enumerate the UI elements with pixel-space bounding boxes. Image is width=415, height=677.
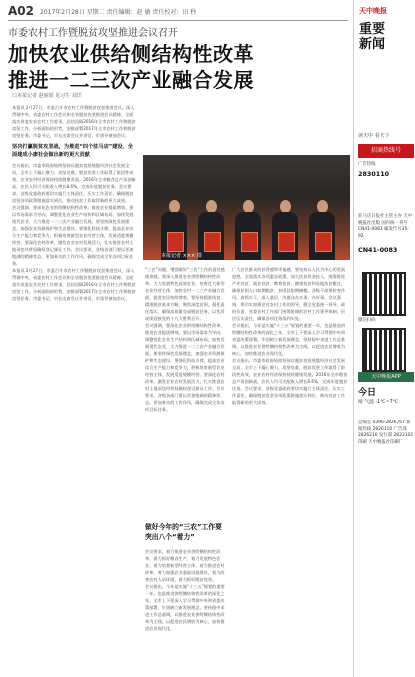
sidebar <box>353 0 415 677</box>
certificate <box>315 232 332 252</box>
weather-text: 晴 气温 -1℃~7℃ <box>358 400 399 405</box>
column-1-body: 会议强调，要深化农业供给侧结构性改革，推进农业提质增效。要以市场需求为导向，调整优化农业生产结构和区域布局，加快发展现代农业，大力推进一二三次产业融合发展。要坚持绿色发展理念，加强农业资源保护和生态建设。要强化科技支撑，提高农业综合生产能力和竞争力，积极培育新型农业经营主体，发展适度规模经营。要深化农村改革，激发农业农村发展活力，扎实推进农村土地承包经营权确权登记颁证工作。会议要求，各级各部门要以更加饱满的精神状态，更加务实的工作作风，确保完成全年各项目标任务。 <box>12 205 134 266</box>
logo-name: 天中晚报 <box>359 7 387 15</box>
certificate <box>278 232 295 252</box>
cn-number: CN41-0083 <box>358 246 398 254</box>
headline-line-1: 加快农业供给侧结构性改革 <box>8 42 254 66</box>
column-2-body: “三农”问题，增强做好“三农”工作的责任感使命感。要深入推进农业供给侧结构性改革，大力发展特色高效农业，培育壮大新型农业经营主体，加快农村一二三产业融合发展，促进农民持续增收。要坚持精准扶贫、精准脱贫基本方略，聚焦深度贫困，强化责任落实，确保高质量完成脱贫任务，以优异成绩迎接党的十九大胜利召开。 <box>145 267 225 321</box>
slogan: 读天中 看天下 <box>358 133 390 139</box>
column-2b-body: 会议要求，着力推进农业供给侧结构性改革，着力抓好粮食生产，着力发展特色农业，着力培育新型经营主体，着力推进农村改革，着力加强农业基础设施建设，着力改善农村人居环境，着力抓好脱贫攻坚。 <box>145 549 225 582</box>
newspaper-logo <box>359 6 409 68</box>
section-heading-1: 坚决打赢脱贫攻坚战，为推进“四个驻马店”建设、全面建成小康社会做出新的更大贡献 <box>12 144 133 158</box>
article-column-2b <box>145 548 227 670</box>
column-1-body: 会议指出，市委市政府始终坚持以脱贫攻坚统揽经济社会发展全局，全市上下凝心聚力、攻坚克难，脱贫攻坚工作取得了阶段性成效，农业农村经济保持持续健康发展。2016年全市粮食总产再创新高，农民人均可支配收入增长8.6%，完成年度脱贫任务。会议要求，各级党委政府要切实履行主体责任，压实工作责任，确保脱贫攻坚各项政策措施落实到位，推动扶贫工作取得新的更大成效。 <box>12 163 136 203</box>
headline-line-2: 推进一二三次产业融合发展 <box>8 68 254 92</box>
column-1-intro: 本报讯 2月27日，市委召开市农村工作暨脱贫攻坚推进会议，深入贯彻中央、省委农村工作会议和全省脱贫攻坚推进会议精神，全面落实省委农业农村工作要求，总结回顾2016年全市农村工作和脱贫攻坚工作，分析面临的形势，安排部署2017年全市农村工作和脱贫攻坚任务。市委书记、市长出席会议并讲话，市领导参加会议。 <box>12 105 136 138</box>
page-header <box>8 4 348 21</box>
ad-banner-1: 招商热线号 <box>358 144 414 158</box>
column-2-body: 会议强调，要深化农业供给侧结构性改革，推进农业提质增效。要以市场需求为导向，调整优化农业生产结构和区域布局，加快发展现代农业，大力推进一二三次产业融合发展。要坚持绿色发展理念，加强农业资源保护和生态建设。要强化科技支撑，提高农业综合生产能力和竞争力，积极培育新型农业经营主体，发展适度规模经营。要深化农村改革，激发农业农村发展活力，扎实推进农村土地承包经营权确权登记颁证工作。会议要求，各级各部门要以更加饱满的精神状态，更加务实的工作作风，确保完成全年各项目标任务。 <box>145 323 225 412</box>
weather-date: 今日 <box>358 388 377 398</box>
hotline-number: 2830110 <box>358 170 390 178</box>
column-2b-body: 会议指出，今年是实施“十三五”规划的重要一年，也是推进供给侧结构性改革的深化之年。全市上下要深入学习贯彻中央和省委决策部署，牢固树立新发展理念，坚持稳中求进工作总基调，以推进农业供给侧结构性改革为主线，以促进农民增收为核心，加快推进农业现代化。 <box>145 584 225 631</box>
article-column-1 <box>12 104 136 669</box>
page-number: A02 <box>8 4 34 18</box>
certificate <box>204 232 221 252</box>
registration-text: 驻马店日报社主管主办 天中晚报社出版 国内统一刊号 CN41-0083 邮发代号35-92 <box>358 214 413 239</box>
article-column-3 <box>232 266 348 670</box>
column-1-body: 本报讯 2月27日，市委召开市农村工作暨脱贫攻坚推进会议，深入贯彻中央、省委农村工作会议和全省脱贫攻坚推进会议精神，全面落实省委农业农村工作要求，总结回顾2016年全市农村工作和脱贫攻坚工作，分析面临的形势，安排部署2017年全市农村工作和脱贫攻坚任务。市委书记、市长出席会议并讲话，市领导参加会议。 <box>12 268 136 301</box>
article-column-2 <box>145 266 227 520</box>
certificate <box>167 232 184 252</box>
qr-label: 微信扫码 <box>358 318 376 323</box>
award-photo <box>143 155 350 260</box>
photo-caption: 本报记者 ××× 摄 <box>161 253 202 259</box>
certificate <box>241 232 258 252</box>
weather-box <box>358 385 414 405</box>
section-heading-2: 做好今年的“三农”工作要突出八个“着力” <box>145 523 222 541</box>
column-3-body: 广大农民群众的获得感和幸福感。要坚持以人民为中心的发展思想，全面落实各项惠农政策，加大扶贫资金投入，统筹推进产业扶贫、就业扶贫、教育扶贫、健康扶贫和易地扶贫搬迁，确保贫困人口如期脱贫、贫困县如期摘帽。各级干部要转变作风，真抓实干，深入基层，为群众办实事、办好事。会议强调，要切实加强党对农村工作的领导，健全党委统一领导、政府负责、党委农村工作部门统筹协调的农村工作领导体制，层层压实责任，确保各项任务落到实处。 <box>232 267 346 321</box>
byline: 口本报记者 赵丽娟 见习生 刘洋 <box>12 93 82 99</box>
qr-code-icon <box>362 272 406 316</box>
section-label: 重要 新闻 <box>359 22 386 52</box>
column-3-body: 会议指出，市委市政府始终坚持以脱贫攻坚统揽经济社会发展全局，全市上下凝心聚力、攻坚克难，脱贫攻坚工作取得了阶段性成效，农业农村经济保持持续健康发展。2016年全市粮食总产再创新高，农民人均可支配收入增长8.6%，完成年度脱贫任务。会议要求，各级党委政府要切实履行主体责任，压实工作责任，确保脱贫攻坚各项政策措施落实到位，推动扶贫工作取得新的更大成效。 <box>232 358 348 405</box>
hotline-label: 广告热线 <box>358 162 376 167</box>
app-label: 天中晚报APP <box>358 372 414 382</box>
qr-code-icon <box>362 328 406 372</box>
contact-info: 总编室 0396-2826767 新闻热线 2826110 广告部 2826210 发行部 2823102 印刷 天中晚报社印刷厂 <box>358 420 414 445</box>
column-3-body: 会议指出，今年是实施“十三五”规划的重要一年，也是推进供给侧结构性改革的深化之年。全市上下要深入学习贯彻中央和省委决策部署，牢固树立新发展理念，坚持稳中求进工作总基调，以推进农业供给侧结构性改革为主线，以促进农民增收为核心，加快推进农业现代化。 <box>232 323 346 356</box>
article-subtitle: 市委农村工作暨脱贫攻坚推进会议召开 <box>8 28 178 39</box>
header-info: 2017年2月28日 星期二 责任编辑：赵 敏 责任校对：田 秒 <box>40 9 197 16</box>
